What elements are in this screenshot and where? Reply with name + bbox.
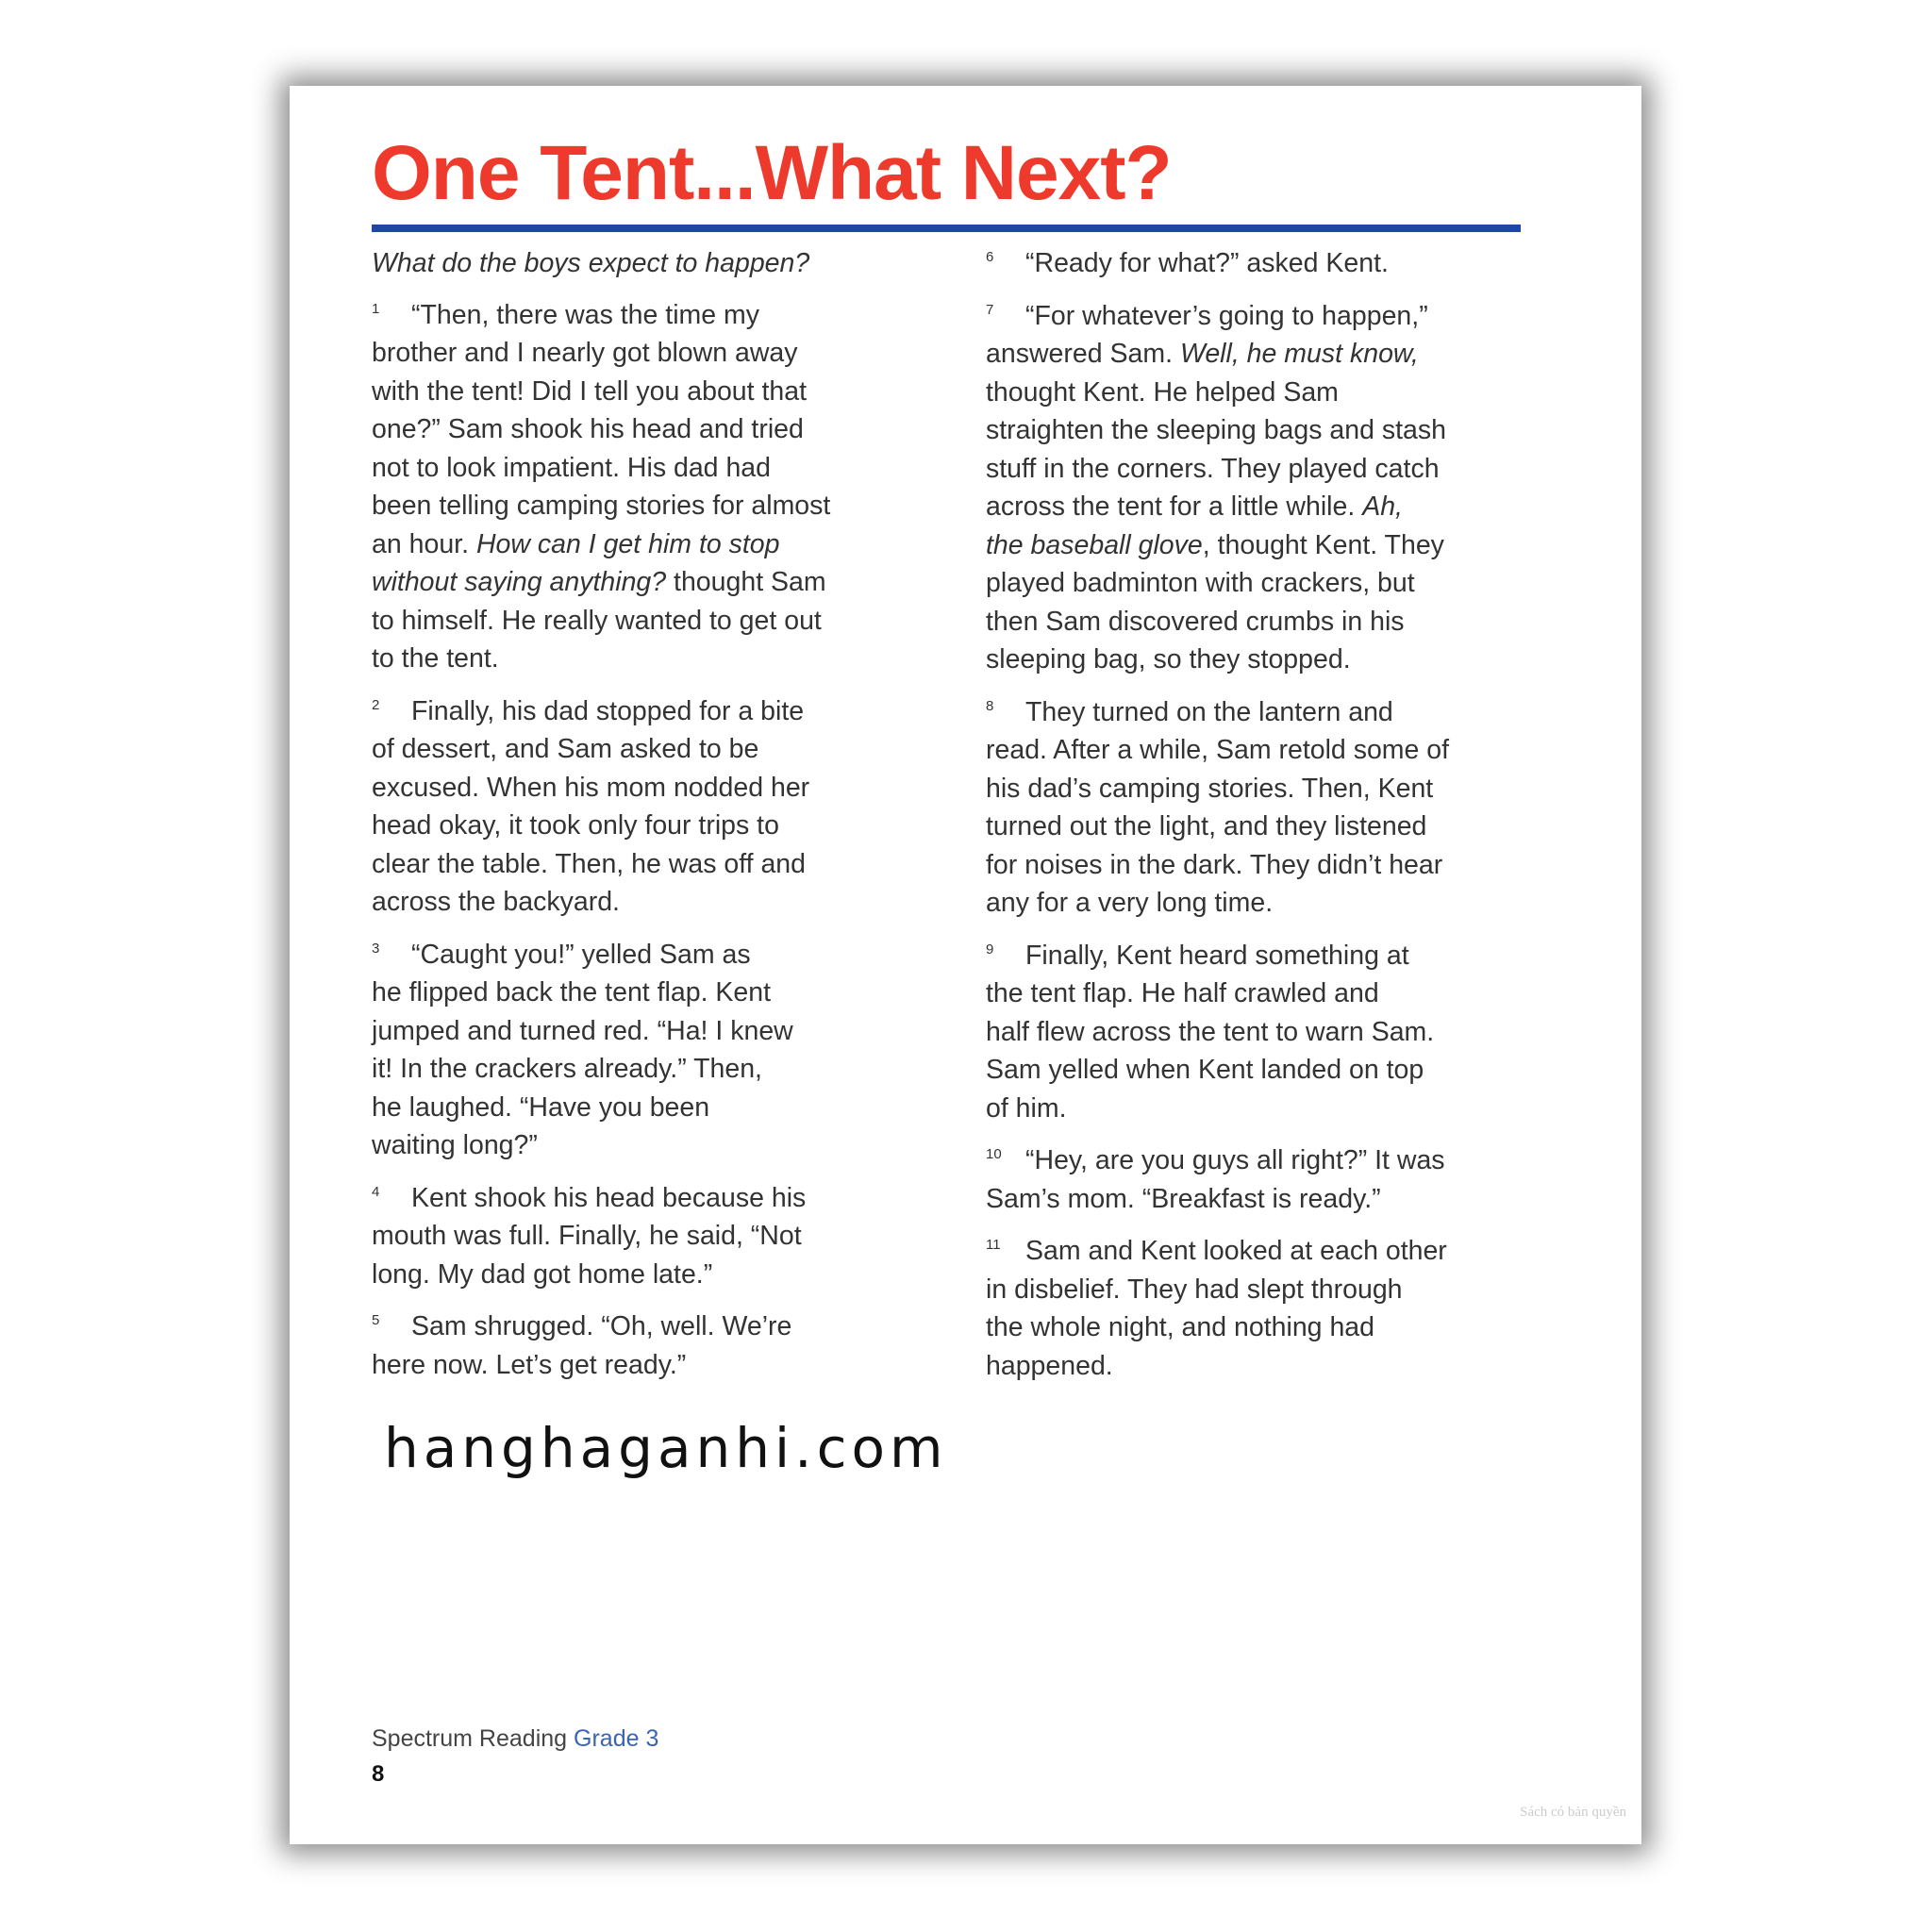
italic-text: How can I get him to stop [475, 528, 780, 559]
text-line [372, 1217, 919, 1256]
text-line [372, 883, 919, 922]
text-segment: turned out the light, and they listened [986, 811, 1427, 841]
text-segment: here now. Let’s get ready.” [372, 1349, 687, 1380]
italic-text: without saying anything? [372, 567, 667, 597]
title-underline [372, 225, 1521, 232]
text-line [986, 937, 1533, 975]
copyright-note: Sách có bản quyền [1520, 1805, 1626, 1820]
text-line [986, 1271, 1533, 1309]
text-line [372, 373, 919, 411]
text-segment: jumped and turned red. “Ha! I knew [372, 1015, 793, 1046]
paragraph-2 [372, 692, 919, 922]
text-segment: happened. [986, 1350, 1113, 1381]
italic-text: the baseball glove [986, 529, 1203, 560]
text-segment: Sam yelled when Kent landed on top [986, 1055, 1424, 1085]
right-column [986, 244, 1533, 1399]
text-segment: thought Kent. He helped Sam [986, 376, 1339, 408]
text-line [986, 297, 1533, 336]
text-line [372, 1346, 919, 1385]
text-line [986, 974, 1533, 1013]
text-segment: stuff in the corners. They played catch [986, 453, 1440, 484]
text-line [986, 1013, 1533, 1052]
text-segment: played badminton with crackers, but [986, 568, 1415, 598]
text-line [372, 1126, 919, 1165]
text-line [986, 846, 1533, 885]
paragraph-6 [986, 244, 1533, 283]
text-segment: of him. [986, 1092, 1067, 1124]
page-title: One Tent...What Next? [372, 130, 1172, 216]
text-line [372, 769, 919, 808]
text-line [372, 449, 919, 488]
text-segment: in disbelief. They had slept through [986, 1274, 1403, 1305]
text-line [986, 374, 1533, 412]
text-segment: They turned on the lantern and [1025, 696, 1393, 727]
text-segment: “Ready for what?” asked Kent. [1025, 248, 1389, 278]
watermark-text: hanghaganhi.com [384, 1416, 948, 1480]
text-segment: brother and I nearly got blown away [372, 338, 798, 368]
paragraph-number: 9 [986, 941, 994, 958]
text-segment: clear the table. Then, he was off and [372, 848, 807, 879]
workbook-page [290, 86, 1641, 1844]
italic-text: Ah, [1362, 491, 1403, 522]
text-line [372, 602, 919, 641]
paragraph-8 [986, 693, 1533, 923]
text-line [986, 1308, 1533, 1347]
paragraph-number: 4 [372, 1183, 380, 1200]
text-segment: head okay, it took only four trips to [372, 810, 779, 841]
text-line [986, 1090, 1533, 1128]
text-line [986, 770, 1533, 808]
text-segment: “Hey, are you guys all right?” It was [1025, 1145, 1445, 1175]
text-line [372, 974, 919, 1012]
text-segment: Kent shook his head because his [411, 1182, 807, 1213]
text-line [372, 410, 919, 449]
footer-series [372, 1725, 658, 1753]
paragraph-9 [986, 937, 1533, 1128]
text-line [986, 1347, 1533, 1386]
text-line [986, 603, 1533, 641]
paragraph-number: 5 [372, 1312, 380, 1328]
text-line [372, 563, 919, 602]
paragraph-number: 1 [372, 300, 380, 317]
paragraph-3 [372, 936, 919, 1165]
text-line [372, 1012, 919, 1051]
guiding-question: What do the boys expect to happen? [372, 248, 810, 278]
paragraph-number: 2 [372, 696, 380, 713]
text-line [372, 1256, 919, 1294]
text-segment: half flew across the tent to warn Sam. [986, 1016, 1435, 1047]
text-segment: to the tent. [372, 643, 499, 674]
text-segment: “For whatever’s going to happen,” [1025, 300, 1428, 331]
text-segment: for noises in the dark. They didn’t hear [986, 849, 1443, 880]
text-segment: “Then, there was the time my [411, 299, 760, 330]
text-line [372, 1307, 919, 1346]
text-line [986, 526, 1533, 565]
text-segment: he laughed. “Have you been [372, 1091, 710, 1123]
text-segment: mouth was full. Finally, he said, “Not [372, 1221, 802, 1251]
text-segment: across the tent for a little while. [986, 491, 1363, 522]
text-line [986, 808, 1533, 846]
text-line [986, 411, 1533, 450]
text-line [372, 1050, 919, 1089]
text-line [986, 244, 1533, 283]
text-line [372, 845, 919, 884]
text-segment: with the tent! Did I tell you about that [372, 375, 808, 407]
text-segment: answered Sam. [986, 339, 1180, 369]
text-line [986, 1051, 1533, 1090]
paragraph-1 [372, 296, 919, 678]
paragraph-number: 3 [372, 940, 380, 957]
text-segment: “Caught you!” yelled Sam as [411, 939, 751, 970]
paragraph-number: 6 [986, 249, 994, 265]
paragraph-4 [372, 1179, 919, 1294]
text-segment: his dad’s camping stories. Then, Kent [986, 773, 1434, 804]
text-segment: straighten the sleeping bags and stash [986, 415, 1447, 445]
text-segment: long. My dad got home late.” [372, 1258, 713, 1290]
left-column [372, 244, 919, 1398]
series-name: Spectrum Reading [372, 1725, 568, 1752]
text-segment: across the backyard. [372, 887, 620, 917]
page-number: 8 [372, 1761, 385, 1787]
paragraph-11 [986, 1232, 1533, 1385]
text-segment: an hour. [372, 528, 476, 559]
text-line [986, 641, 1533, 679]
text-line [986, 488, 1533, 526]
text-segment: he flipped back the tent flap. Kent [372, 977, 772, 1008]
text-line [986, 1180, 1533, 1219]
text-line [986, 693, 1533, 732]
text-segment: sleeping bag, so they stopped. [986, 644, 1351, 675]
text-line [986, 450, 1533, 489]
text-line [986, 731, 1533, 770]
text-segment: , thought Kent. They [1202, 529, 1444, 560]
paragraph-number: 8 [986, 697, 994, 714]
text-segment: the tent flap. He half crawled and [986, 978, 1379, 1008]
text-segment: been telling camping stories for almost [372, 491, 831, 521]
text-segment: the whole night, and nothing had [986, 1312, 1374, 1342]
paragraph-number: 10 [986, 1146, 1002, 1162]
text-line [986, 1232, 1533, 1271]
text-line [986, 884, 1533, 923]
italic-text: Well, he must know, [1179, 339, 1419, 369]
text-line [372, 936, 919, 974]
text-line [986, 1141, 1533, 1180]
text-line [372, 692, 919, 731]
paragraph-7 [986, 297, 1533, 679]
text-segment: of dessert, and Sam asked to be [372, 734, 759, 764]
paragraph-number: 11 [986, 1237, 1001, 1253]
text-line [986, 335, 1533, 374]
text-line [372, 640, 919, 678]
text-segment: to himself. He really wanted to get out [372, 605, 822, 636]
paragraph-5 [372, 1307, 919, 1384]
text-segment: Sam and Kent looked at each other [1025, 1236, 1447, 1266]
text-segment: waiting long?” [372, 1130, 538, 1160]
text-segment: Sam shrugged. “Oh, well. We’re [411, 1311, 792, 1341]
text-segment: Finally, his dad stopped for a bite [411, 695, 805, 726]
text-segment: Finally, Kent heard something at [1025, 940, 1409, 971]
text-line [986, 564, 1533, 603]
text-segment: it! In the crackers already.” Then, [372, 1054, 762, 1084]
text-segment: excused. When his mom nodded her [372, 772, 810, 803]
text-line [372, 525, 919, 564]
text-line [372, 334, 919, 373]
text-line [372, 487, 919, 525]
text-segment: not to look impatient. His dad had [372, 452, 772, 483]
text-segment: read. After a while, Sam retold some of [986, 735, 1450, 765]
paragraph-number: 7 [986, 301, 994, 318]
text-segment: Sam’s mom. “Breakfast is ready.” [986, 1183, 1381, 1214]
text-line [372, 296, 919, 335]
text-segment: one?” Sam shook his head and tried [372, 414, 804, 444]
grade-label: Grade 3 [574, 1725, 659, 1752]
text-line [372, 1179, 919, 1218]
text-line [372, 730, 919, 769]
text-segment: any for a very long time. [986, 888, 1274, 918]
text-segment: thought Sam [666, 567, 826, 597]
text-line [372, 1089, 919, 1127]
text-segment: then Sam discovered crumbs in his [986, 606, 1405, 637]
text-line [372, 807, 919, 845]
paragraph-10 [986, 1141, 1533, 1218]
